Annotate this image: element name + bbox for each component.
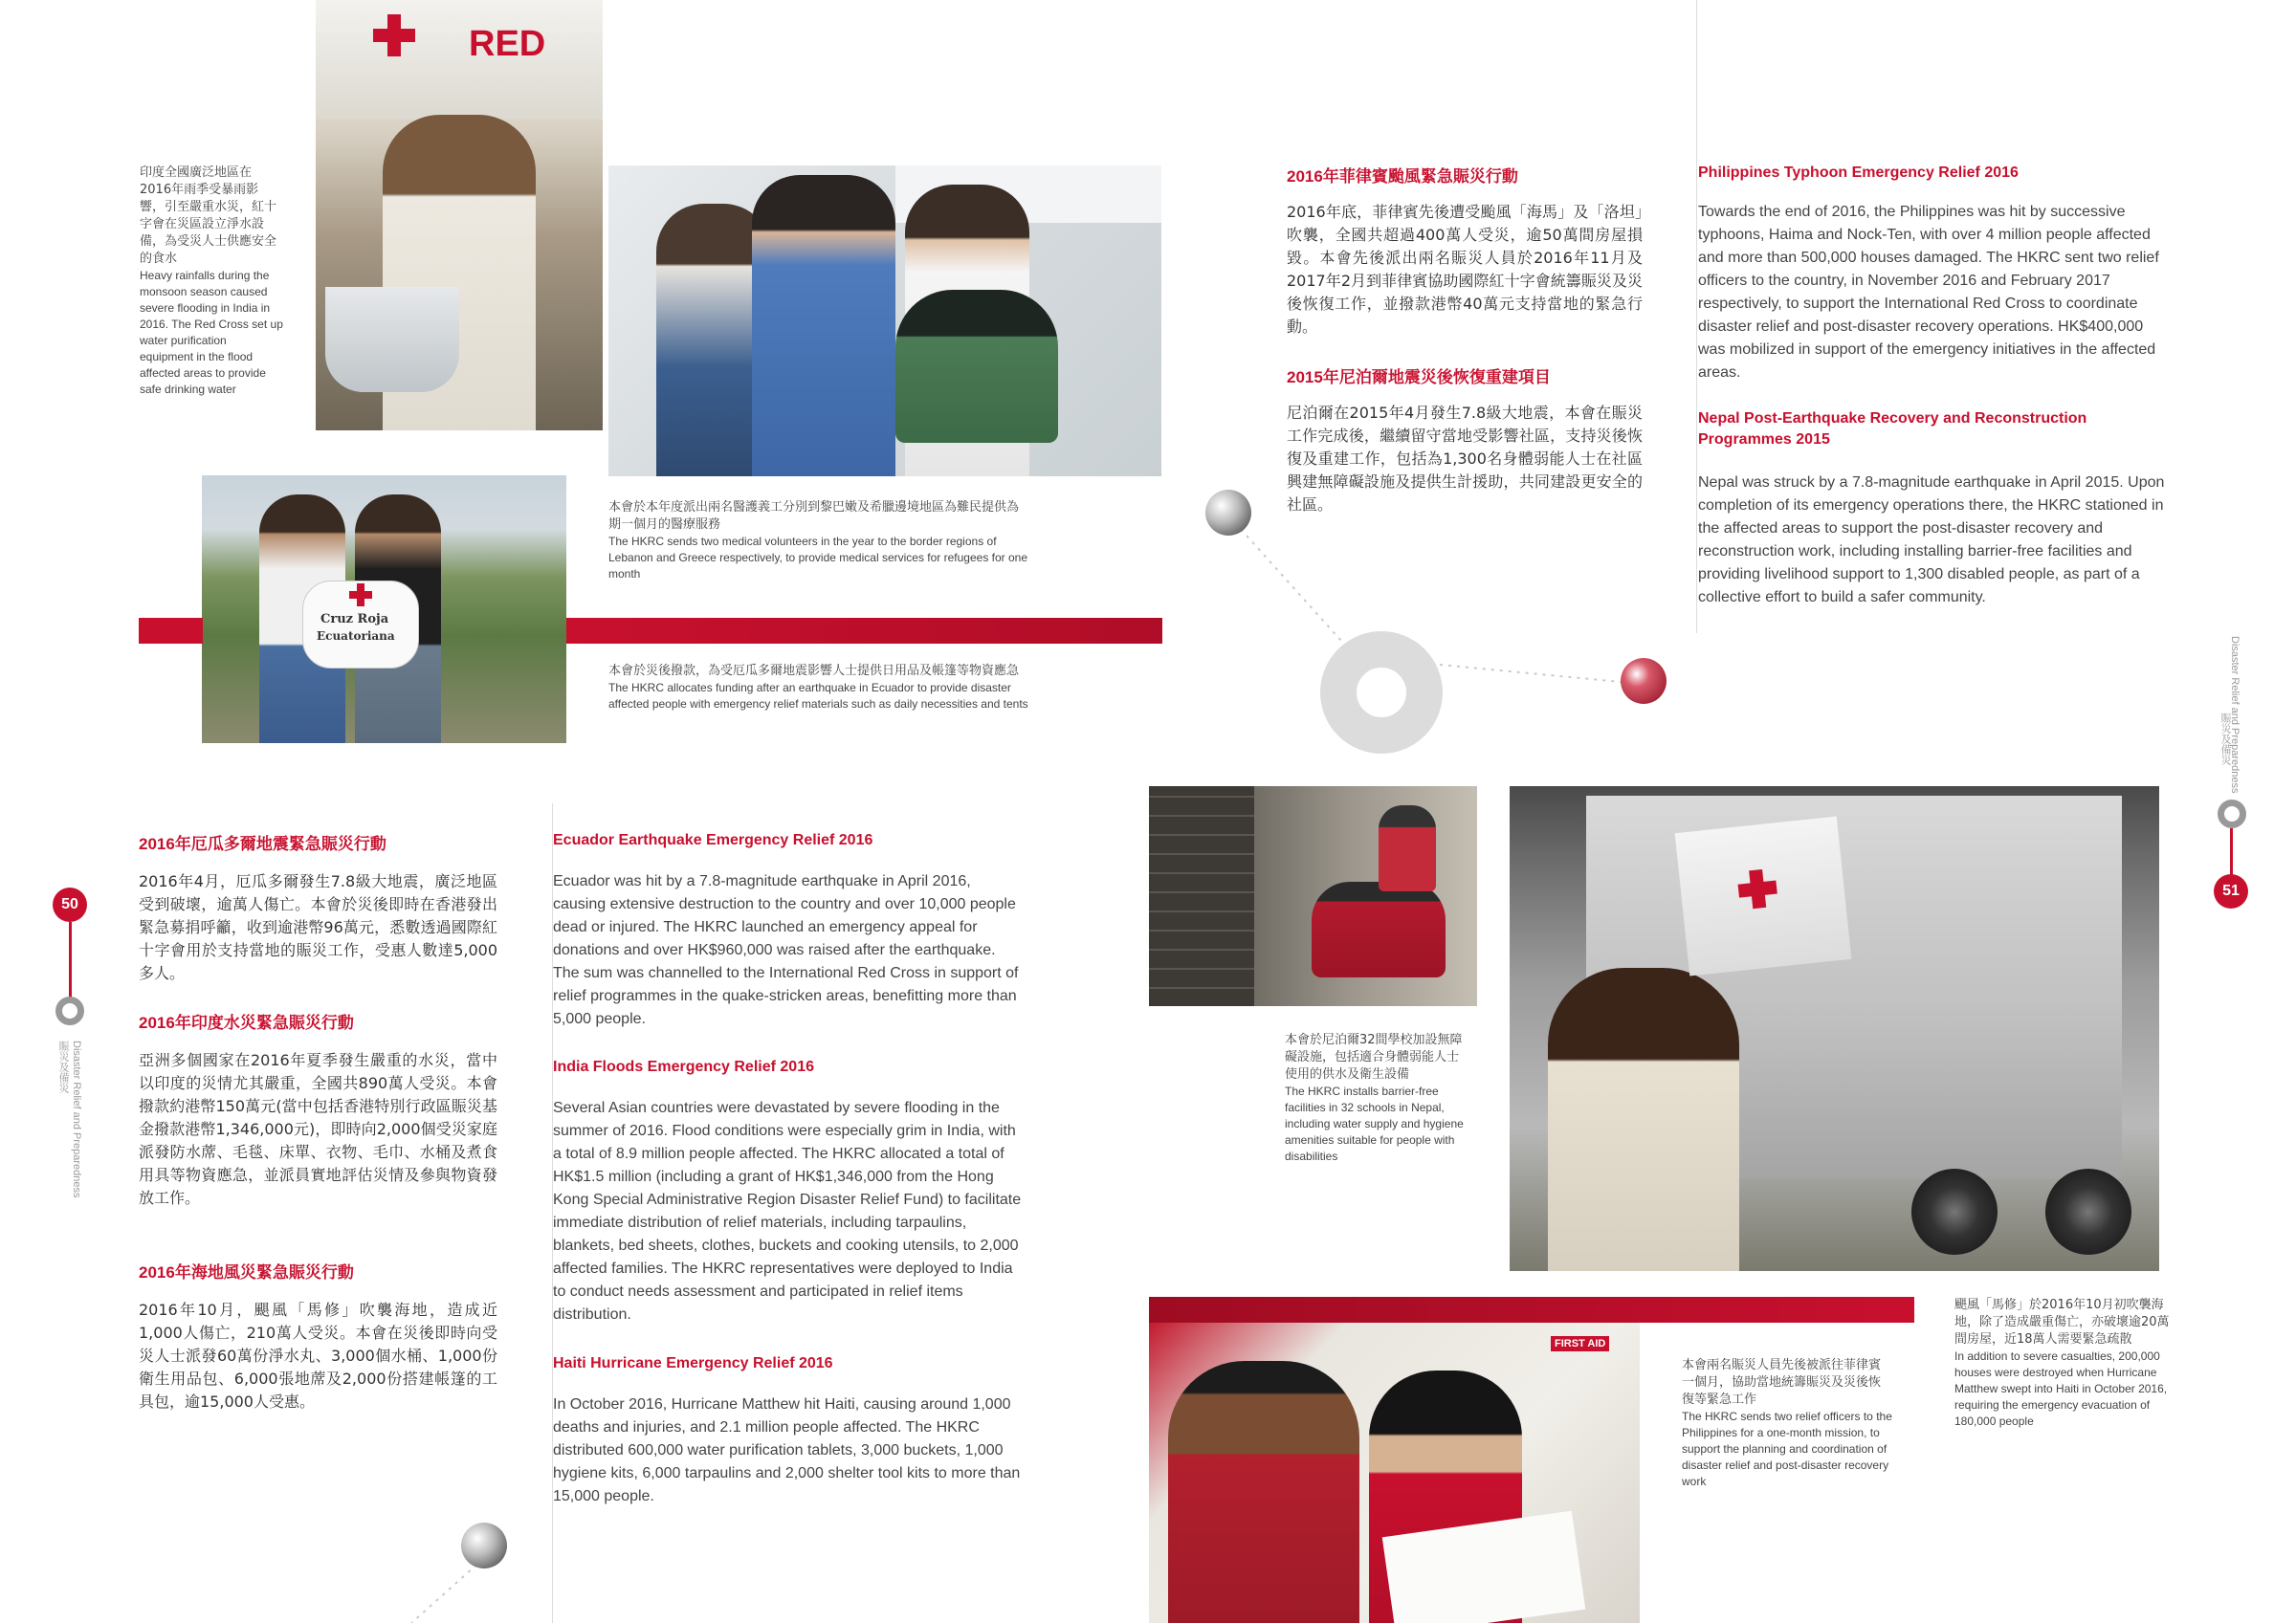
- nepal-zh-title: 2015年尼泊爾地震災後恢復重建項目: [1287, 368, 1551, 386]
- decorative-ball-center: [1205, 490, 1251, 536]
- right-column-divider: [1696, 0, 1697, 633]
- haiti-en-title: Haiti Hurricane Emergency Relief 2016: [553, 1355, 833, 1371]
- nepal-en-title: Nepal Post-Earthquake Recovery and Reconstruction Programmes 2015: [1698, 410, 2087, 448]
- sidebar-label-left-en: Disaster Relief and Preparedness: [71, 1041, 82, 1198]
- right-accent-bar: [1149, 1297, 1914, 1323]
- sidebar-label-left-zh: 賑災及備災: [57, 1041, 69, 1093]
- india-zh-body: 亞洲多個國家在2016年夏季發生嚴重的水災，當中以印度的災情尤其嚴重，全國共890萬人受災。本會撥款約港幣150萬元(當中包括香港特別行政區賑災基金撥款港幣1,346,000元)，即時向2,000個受災家庭派發防水蓆、毛毯、床單、衣物、毛巾、水桶及煮食用具等物資應急，並派員實地評估災情及參與物資發放工作。: [139, 1051, 497, 1207]
- ecuador-zh-body: 2016年4月，厄瓜多爾發生7.8級大地震，廣泛地區受到破壞，逾萬人傷亡。本會於災後即時在香港發出緊急募捐呼籲，收到逾港幣96萬元，悉數透過國際紅十字會用於支持當地的賑災工作，受惠人數達5,000多人。: [139, 872, 497, 982]
- philippines-en-body: Towards the end of 2016, the Philippines was hit by successive typhoons, Haima and Nock-Ten, with over 4 million people affected and more than 500,000 houses damaged. The HKRC sent two relief officers to the country, in November 2016 and February 2017 respectively, to support the International Red Cross to coordinate disaster relief and post-disaster recovery operations. HK$400,000 was mobilized in support of the emergency initiatives in the affected areas.: [1698, 204, 2159, 381]
- nepal-en-body: Nepal was struck by a 7.8-magnitude earthquake in April 2015. Upon completion of its emergency operations there, the HKRC stationed in the affected areas to support the post-disaster recovery and reconstruction work, including installing barrier-free facilities and providing livelihood support to 1,300 disabled people, as part of a collective effort to build a safer community.: [1698, 474, 2165, 605]
- sack-print: RED: [469, 24, 546, 64]
- page-number-right: 51: [2214, 874, 2248, 909]
- nepal-photo-caption: 本會於尼泊爾32間學校加設無障礙設施，包括適合身體弱能人士使用的供水及衛生設備 The HKRC installs barrier-free facilities in 32 schools in Nepal, including water supply and hygiene amenities suitable for people with disabilities: [1285, 1033, 1464, 1163]
- relief-box: [1675, 817, 1852, 976]
- haiti-photo-caption: 颶風「馬修」於2016年10月初吹襲海地，除了造成嚴重傷亡，亦破壞逾20萬間房屋，近18萬人需要緊急疏散 In addition to severe casualties, 200,000 houses were destroyed when Hurricane Matthew swept into Haiti in October 2016, requiring the emergency evacuation of 180,000 people: [1954, 1298, 2170, 1428]
- sidebar-label-right-en: Disaster Relief and Preparedness: [2229, 636, 2241, 794]
- nepal-school-photo: [1149, 786, 1477, 1006]
- nepal-zh-body: 尼泊爾在2015年4月發生7.8級大地震，本會在賑災工作完成後，繼續留守當地受影響社區，支持災後恢復及重建工作，包括為1,300名身體弱能人士在社區興建無障礙設施及提供生計援助，共同建設更安全的社區。: [1287, 404, 1643, 514]
- truck-wheel-2: [2045, 1169, 2131, 1255]
- first-aid-sign: FIRST AID: [1551, 1336, 1609, 1351]
- india-en-title: India Floods Emergency Relief 2016: [553, 1059, 814, 1075]
- ecuador-en-title: Ecuador Earthquake Emergency Relief 2016: [553, 832, 873, 848]
- ecuador-en-body: Ecuador was hit by a 7.8-magnitude earthquake in April 2016, causing extensive destruction to the country and over 10,000 people dead or injured. The HKRC launched an emergency appeal for donations and over HK$960,000 was raised after the earthquake. The sum was channelled to the International Red Cross in support of relief programmes in the quake-stricken areas, benefitting more than 5,000 people.: [553, 873, 1019, 1027]
- philippines-photo-caption: 本會兩名賑災人員先後被派往菲律賓一個月，協助當地統籌賑災及災後恢復等緊急工作 The HKRC sends two relief officers to the Philippines for a one-month mission, to support the planning and coordination of disaster relief and post-disaster recovery work: [1682, 1358, 1892, 1488]
- stone-wall: [1149, 786, 1254, 1006]
- haiti-en-body: In October 2016, Hurricane Matthew hit Haiti, causing around 1,000 deaths and injuries, and 2.1 million people affected. The HKRC distributed 600,000 water purification tablets, 3,000 buckets, 1,000 hygiene kits, 6,000 tarpaulins and 2,000 shelter tool kits to more than 15,000 people.: [553, 1396, 1021, 1504]
- philippines-zh-title: 2016年菲律賓颱風緊急賑災行動: [1287, 167, 1518, 186]
- haiti-zh-body: 2016年10月，颶風「馬修」吹襲海地，造成近1,000人傷亡，210萬人受災。本會在災後即時向受災人士派發60萬份淨水丸、3,000個水桶、1,000份衛生用品包、6,000張地蓆及2,000份搭建帳篷的工具包，逾15,000人受惠。: [139, 1301, 497, 1411]
- decorative-ball-red: [1621, 658, 1667, 704]
- ecuador-zh-title: 2016年厄瓜多爾地震緊急賑災行動: [139, 835, 386, 853]
- woman-figure: [1548, 968, 1739, 1271]
- decorative-grey-ring: [1320, 631, 1443, 754]
- haiti-zh-title: 2016年海地風災緊急賑災行動: [139, 1263, 354, 1282]
- india-photo-caption: 印度全國廣泛地區在2016年雨季受暴雨影響，引至嚴重水災，紅十字會在災區設立淨水設備，為受災人士供應安全的食水 Heavy rainfalls during the monsoon season caused severe flooding in India in 2016. The Red Cross set up water purification equipment in the flood affected areas to provide safe drinking water: [140, 165, 283, 396]
- officer-figure: [1168, 1361, 1359, 1623]
- truck-wheel: [1911, 1169, 1998, 1255]
- ecuador-photo-caption: 本會於災後撥款，為受厄瓜多爾地震影響人士提供日用品及帳篷等物資應急 The HKRC allocates funding after an earthquake in Ecuador to provide disaster affected people with emergency relief materials such as daily necessities and tents: [608, 664, 1028, 711]
- philippines-en-title: Philippines Typhoon Emergency Relief 2016: [1698, 164, 2019, 181]
- philippines-zh-body: 2016年底，菲律賓先後遭受颱風「海馬」及「洛坦」吹襲，全國共超過400萬人受災，逾50萬間房屋損毀。本會先後派出兩名賑災人員於2016年11月及2017年2月到菲律賓協助國際紅十字會統籌賑災及災後恢復工作，並撥款港幣40萬元支持當地的緊急行動。: [1287, 203, 1643, 336]
- india-en-body: Several Asian countries were devastated by severe flooding in the summer of 2016. Flood conditions were especially grim in India, with a total of 8.9 million people affected. The HKRC allocated a total of HK$1.5 million (including a grant of HK$1,346,000 from the Hong Kong Special Administrative Region Disaster Relief Fund) to facilitate immediate distribution of relief materials, including tarpaulins, blankets, bed sheets, clothes, buckets and cooking utensils, to 2,000 affected families. The HKRC representatives were deployed to India to conduct needs assessment and participated in relief items distribution.: [553, 1100, 1022, 1323]
- decorative-ball-left: [461, 1523, 507, 1568]
- bag-print-line2: Ecuatoriana: [317, 629, 395, 643]
- sidebar-ring-right: [2218, 800, 2246, 828]
- india-zh-title: 2016年印度水災緊急賑災行動: [139, 1014, 354, 1032]
- medical-caption: 本會於本年度派出兩名醫護義工分別到黎巴嫩及希臘邊境地區為難民提供為期一個月的醫療服務 The HKRC sends two medical volunteers in the year to the border regions of Lebanon and Greece respectively, to provide medical services for refugees for one month: [608, 500, 1028, 581]
- page-number-left: 50: [53, 888, 87, 922]
- student-figure: [1312, 882, 1446, 977]
- philippines-relief-officer-photo: [1149, 1323, 1640, 1623]
- sidebar-line-right: [2230, 828, 2233, 876]
- haiti-truck-photo: [1510, 786, 2159, 1271]
- bag-print-line1: Cruz Roja: [320, 612, 389, 626]
- sidebar-label-right-zh: 賑災及備災: [2219, 713, 2231, 765]
